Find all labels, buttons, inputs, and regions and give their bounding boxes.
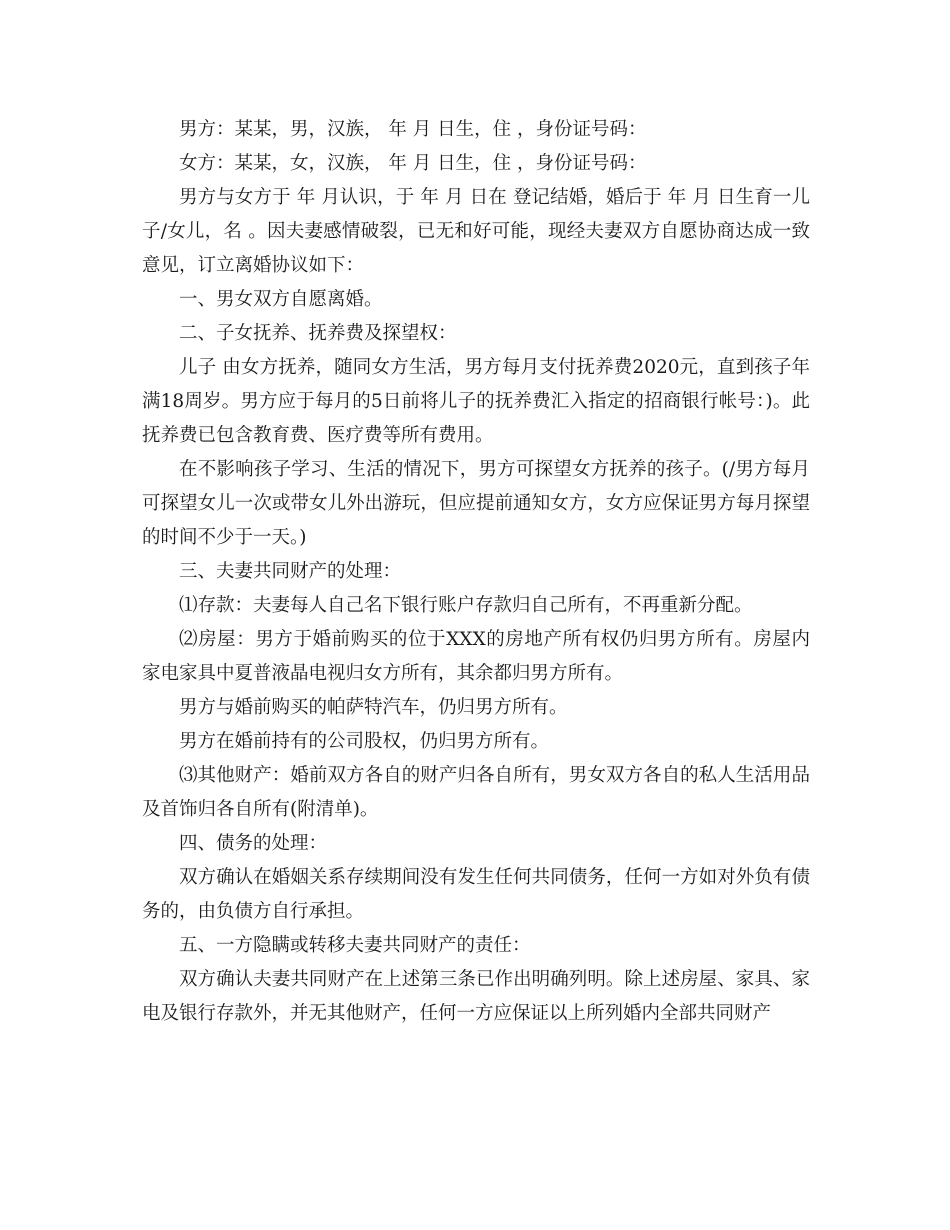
paragraph-deposits: ⑴存款：夫妻每人自己名下银行账户存款归自己所有，不再重新分配。 — [179, 595, 753, 616]
paragraph-concealment: 双方确认夫妻共同财产在上述第三条已作出明确列明。除上述房屋、家具、家电及银行存款外，并无其他财产，任何一方应保证以上所列婚内全部共同财产 — [142, 969, 810, 1024]
paragraph-debts: 双方确认在婚姻关系存续期间没有发生任何共同债务，任何一方如对外负有债务的，由负债方自行承担。 — [142, 867, 810, 922]
section-heading-child-custody: 二、子女抚养、抚养费及探望权： — [179, 323, 457, 344]
section-heading-concealment: 五、一方隐瞒或转移夫妻共同财产的责任： — [179, 935, 531, 956]
paragraph-other-property: ⑶其他财产：婚前双方各自的财产归各自所有，男女双方各自的私人生活用品及首饰归各自所有(附清单)。 — [142, 765, 810, 820]
paragraph-house: ⑵房屋：男方于婚前购买的位于XXX的房地产所有权仍归男方所有。房屋内家电家具中夏普液晶电视归女方所有，其余都归男方所有。 — [142, 629, 810, 684]
paragraph-car: 男方与婚前购买的帕萨特汽车，仍归男方所有。 — [179, 697, 568, 718]
paragraph-preamble: 男方与女方于 年 月认识，于 年 月 日在 登记结婚，婚后于 年 月 日生育一儿子/女儿，名 。因夫妻感情破裂，已无和好可能，现经夫妻双方自愿协商达成一致意见，订立离婚协议如下： — [142, 187, 810, 276]
paragraph-visitation: 在不影响孩子学习、生活的情况下，男方可探望女方抚养的孩子。(/男方每月可探望女儿一次或带女儿外出游玩，但应提前通知女方，女方应保证男方每月探望的时间不少于一天。) — [142, 459, 810, 548]
paragraph-wife-info: 女方：某某，女，汉族， 年 月 日生，住 ，身份证号码： — [179, 153, 647, 174]
document-body — [142, 113, 810, 1031]
section-heading-divorce: 一、男女双方自愿离婚。 — [179, 289, 383, 310]
section-heading-property: 三、夫妻共同财产的处理： — [179, 561, 402, 582]
paragraph-equity: 男方在婚前持有的公司股权，仍归男方所有。 — [179, 731, 550, 752]
paragraph-child-support: 儿子 由女方抚养，随同女方生活，男方每月支付抚养费2020元，直到孩子年满18周岁。男方应于每月的5日前将儿子的抚养费汇入指定的招商银行帐号：)。此抚养费已包含教育费、医疗费等所有费用。 — [142, 357, 810, 446]
section-heading-debts: 四、债务的处理： — [179, 833, 328, 854]
paragraph-husband-info: 男方：某某，男，汉族， 年 月 日生，住 ，身份证号码： — [179, 119, 647, 140]
